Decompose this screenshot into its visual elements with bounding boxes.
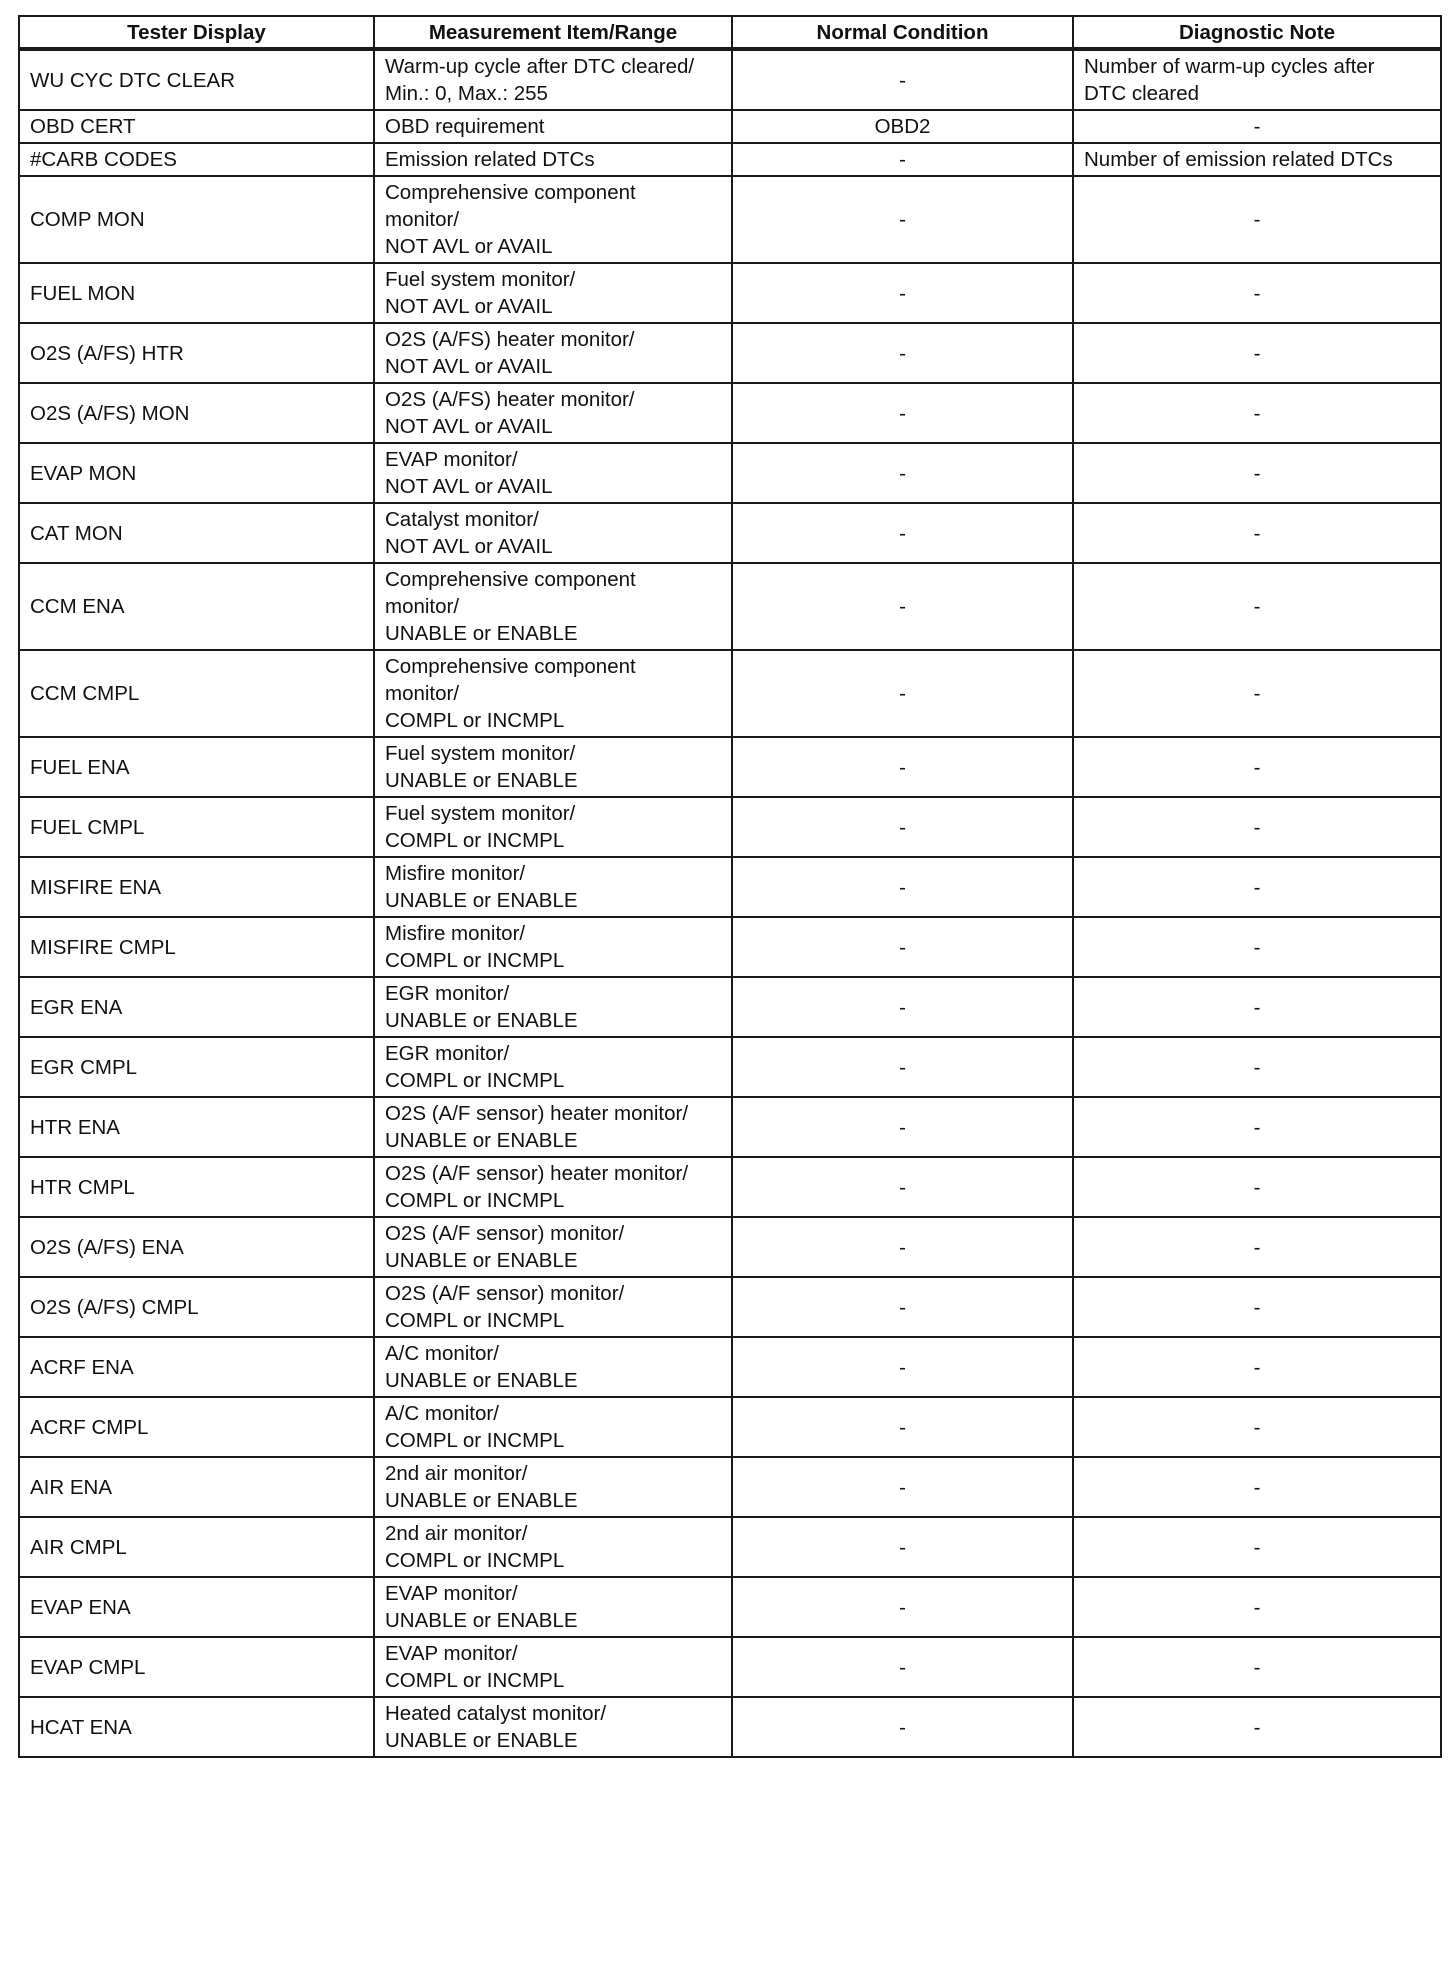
- measurement-item-cell: [374, 797, 732, 857]
- table-row: [19, 263, 1441, 323]
- measurement-item-line: OBD requirement: [385, 115, 545, 138]
- diagnostic-note-line: -: [1253, 1355, 1261, 1379]
- normal-condition-cell: -: [732, 1337, 1073, 1397]
- normal-condition-cell: -: [732, 1577, 1073, 1637]
- tester-display-cell: COMP MON: [19, 176, 374, 263]
- diagnostic-note-cell: [1073, 1097, 1441, 1157]
- diagnostic-note-cell: [1073, 443, 1441, 503]
- measurement-item-line: O2S (A/FS) heater monitor/: [385, 388, 635, 411]
- table-row: [19, 1037, 1441, 1097]
- tester-display-cell: O2S (A/FS) CMPL: [19, 1277, 374, 1337]
- measurement-item-line: Emission related DTCs: [385, 148, 595, 171]
- diagnostic-note-cell: [1073, 1037, 1441, 1097]
- measurement-item-line: UNABLE or ENABLE: [385, 1249, 578, 1272]
- tester-display-cell: EGR CMPL: [19, 1037, 374, 1097]
- table-row: [19, 443, 1441, 503]
- measurement-item-line: NOT AVL or AVAIL: [385, 475, 553, 498]
- normal-condition-cell: -: [732, 1457, 1073, 1517]
- measurement-item-line: O2S (A/F sensor) monitor/: [385, 1282, 625, 1305]
- diagnostic-note-line: DTC cleared: [1084, 82, 1200, 105]
- tester-display-cell: EVAP ENA: [19, 1577, 374, 1637]
- tester-display-cell: MISFIRE ENA: [19, 857, 374, 917]
- diagnostic-note-cell: [1073, 263, 1441, 323]
- diagnostic-note-line: -: [1253, 1655, 1261, 1679]
- table-row: [19, 1157, 1441, 1217]
- tester-display-cell: AIR ENA: [19, 1457, 374, 1517]
- measurement-item-cell: [374, 650, 732, 737]
- measurement-item-line: monitor/: [385, 208, 460, 231]
- table-row: [19, 917, 1441, 977]
- measurement-item-cell: [374, 977, 732, 1037]
- diagnostic-note-line: -: [1253, 281, 1261, 305]
- table-row: [19, 1517, 1441, 1577]
- normal-condition-cell: -: [732, 1217, 1073, 1277]
- normal-condition-cell: OBD2: [732, 110, 1073, 143]
- measurement-item-line: COMPL or INCMPL: [385, 949, 565, 972]
- measurement-item-cell: [374, 176, 732, 263]
- diagnostic-note-line: -: [1253, 1535, 1261, 1559]
- measurement-item-cell: [374, 1157, 732, 1217]
- measurement-item-line: EVAP monitor/: [385, 448, 518, 471]
- measurement-item-cell: [374, 383, 732, 443]
- diagnostic-note-cell: [1073, 49, 1441, 110]
- tester-display-cell: FUEL ENA: [19, 737, 374, 797]
- tester-display-cell: AIR CMPL: [19, 1517, 374, 1577]
- measurement-item-line: UNABLE or ENABLE: [385, 1129, 578, 1152]
- diagnostic-note-cell: [1073, 1397, 1441, 1457]
- measurement-item-line: Comprehensive component: [385, 181, 636, 204]
- diagnostic-note-cell: [1073, 1457, 1441, 1517]
- measurement-item-cell: [374, 443, 732, 503]
- normal-condition-cell: -: [732, 917, 1073, 977]
- normal-condition-cell: -: [732, 383, 1073, 443]
- measurement-item-line: Comprehensive component: [385, 568, 636, 591]
- normal-condition-cell: -: [732, 1157, 1073, 1217]
- tester-display-cell: O2S (A/FS) MON: [19, 383, 374, 443]
- measurement-item-line: UNABLE or ENABLE: [385, 889, 578, 912]
- diagnostic-note-cell: [1073, 797, 1441, 857]
- table-row: [19, 1397, 1441, 1457]
- measurement-item-line: EVAP monitor/: [385, 1582, 518, 1605]
- diagnostic-note-line: -: [1253, 1295, 1261, 1319]
- measurement-item-cell: [374, 1337, 732, 1397]
- measurement-item-cell: [374, 1097, 732, 1157]
- table-row: [19, 176, 1441, 263]
- diagnostic-note-line: -: [1253, 208, 1261, 231]
- measurement-item-cell: [374, 143, 732, 176]
- diagnostic-note-cell: [1073, 1697, 1441, 1757]
- table-row: [19, 503, 1441, 563]
- normal-condition-cell: -: [732, 49, 1073, 110]
- table-row: [19, 1457, 1441, 1517]
- diagnostic-note-cell: [1073, 1157, 1441, 1217]
- header-normal-condition: Normal Condition: [732, 16, 1073, 49]
- measurement-item-line: 2nd air monitor/: [385, 1462, 528, 1485]
- table-row: [19, 737, 1441, 797]
- table-row: [19, 857, 1441, 917]
- table-row: [19, 143, 1441, 176]
- diagnostic-note-cell: [1073, 1217, 1441, 1277]
- measurement-item-line: COMPL or INCMPL: [385, 1669, 565, 1692]
- tester-display-cell: O2S (A/FS) HTR: [19, 323, 374, 383]
- normal-condition-cell: -: [732, 263, 1073, 323]
- data-list-table-sheet: [18, 15, 1440, 1758]
- table-row: [19, 1277, 1441, 1337]
- normal-condition-cell: -: [732, 1037, 1073, 1097]
- table-row: [19, 110, 1441, 143]
- table-row: [19, 1097, 1441, 1157]
- normal-condition-cell: -: [732, 977, 1073, 1037]
- normal-condition-cell: -: [732, 650, 1073, 737]
- measurement-item-line: monitor/: [385, 595, 460, 618]
- diagnostic-note-line: -: [1253, 875, 1261, 899]
- measurement-item-cell: [374, 1637, 732, 1697]
- tester-display-cell: #CARB CODES: [19, 143, 374, 176]
- diagnostic-note-line: -: [1253, 1475, 1261, 1499]
- measurement-item-line: NOT AVL or AVAIL: [385, 355, 553, 378]
- measurement-item-cell: [374, 1577, 732, 1637]
- measurement-item-line: NOT AVL or AVAIL: [385, 295, 553, 318]
- header-row: [19, 16, 1441, 49]
- diagnostic-note-line: Number of emission related DTCs: [1084, 148, 1393, 171]
- table-row: [19, 323, 1441, 383]
- measurement-item-line: COMPL or INCMPL: [385, 829, 565, 852]
- tester-display-cell: CAT MON: [19, 503, 374, 563]
- tester-display-cell: HTR ENA: [19, 1097, 374, 1157]
- measurement-item-line: COMPL or INCMPL: [385, 1189, 565, 1212]
- table-row: [19, 1577, 1441, 1637]
- measurement-item-line: Misfire monitor/: [385, 862, 526, 885]
- diagnostic-note-line: -: [1253, 1115, 1261, 1139]
- diagnostic-note-cell: [1073, 650, 1441, 737]
- diagnostic-note-line: -: [1253, 935, 1261, 959]
- normal-condition-cell: -: [732, 857, 1073, 917]
- table-row: [19, 977, 1441, 1037]
- measurement-item-line: UNABLE or ENABLE: [385, 1729, 578, 1752]
- normal-condition-cell: -: [732, 1637, 1073, 1697]
- measurement-item-line: NOT AVL or AVAIL: [385, 235, 553, 258]
- measurement-item-cell: [374, 323, 732, 383]
- measurement-item-line: Heated catalyst monitor/: [385, 1702, 607, 1725]
- diagnostic-note-line: -: [1253, 815, 1261, 839]
- header-tester-display: Tester Display: [19, 16, 374, 49]
- measurement-item-line: COMPL or INCMPL: [385, 709, 565, 732]
- normal-condition-cell: -: [732, 797, 1073, 857]
- measurement-item-cell: [374, 1397, 732, 1457]
- measurement-item-line: UNABLE or ENABLE: [385, 1009, 578, 1032]
- measurement-item-line: EVAP monitor/: [385, 1642, 518, 1665]
- measurement-item-cell: [374, 503, 732, 563]
- table-row: [19, 1217, 1441, 1277]
- diagnostic-note-line: -: [1253, 1595, 1261, 1619]
- normal-condition-cell: -: [732, 1517, 1073, 1577]
- table-row: [19, 383, 1441, 443]
- measurement-item-line: COMPL or INCMPL: [385, 1429, 565, 1452]
- measurement-item-line: COMPL or INCMPL: [385, 1069, 565, 1092]
- diagnostic-note-cell: [1073, 1637, 1441, 1697]
- tester-display-cell: HTR CMPL: [19, 1157, 374, 1217]
- diagnostic-note-line: -: [1253, 521, 1261, 545]
- tester-display-cell: CCM CMPL: [19, 650, 374, 737]
- measurement-item-line: 2nd air monitor/: [385, 1522, 528, 1545]
- normal-condition-cell: -: [732, 176, 1073, 263]
- header-measurement-item: Measurement Item/Range: [374, 16, 732, 49]
- tester-display-cell: EVAP MON: [19, 443, 374, 503]
- measurement-item-line: monitor/: [385, 682, 460, 705]
- diagnostic-note-line: -: [1253, 1715, 1261, 1739]
- table-row: [19, 1697, 1441, 1757]
- measurement-item-line: A/C monitor/: [385, 1342, 499, 1365]
- normal-condition-cell: -: [732, 1397, 1073, 1457]
- measurement-item-cell: [374, 110, 732, 143]
- measurement-item-line: EGR monitor/: [385, 1042, 510, 1065]
- measurement-item-line: UNABLE or ENABLE: [385, 1609, 578, 1632]
- measurement-item-cell: [374, 917, 732, 977]
- tester-display-cell: HCAT ENA: [19, 1697, 374, 1757]
- tester-display-cell: MISFIRE CMPL: [19, 917, 374, 977]
- diagnostic-note-cell: [1073, 1277, 1441, 1337]
- diagnostic-note-line: -: [1253, 341, 1261, 365]
- tester-display-cell: WU CYC DTC CLEAR: [19, 49, 374, 110]
- diagnostic-note-cell: [1073, 737, 1441, 797]
- diagnostic-note-line: -: [1253, 595, 1261, 618]
- diagnostic-note-line: -: [1253, 1175, 1261, 1199]
- diagnostic-note-cell: [1073, 503, 1441, 563]
- measurement-item-cell: [374, 563, 732, 650]
- tester-display-cell: O2S (A/FS) ENA: [19, 1217, 374, 1277]
- measurement-item-cell: [374, 1277, 732, 1337]
- measurement-item-line: NOT AVL or AVAIL: [385, 535, 553, 558]
- measurement-item-line: COMPL or INCMPL: [385, 1309, 565, 1332]
- diagnostic-note-cell: [1073, 1517, 1441, 1577]
- tester-display-cell: ACRF ENA: [19, 1337, 374, 1397]
- diagnostic-note-cell: [1073, 563, 1441, 650]
- diagnostic-note-cell: [1073, 383, 1441, 443]
- measurement-item-line: NOT AVL or AVAIL: [385, 415, 553, 438]
- measurement-item-line: Fuel system monitor/: [385, 742, 576, 765]
- measurement-item-line: EGR monitor/: [385, 982, 510, 1005]
- measurement-item-line: Misfire monitor/: [385, 922, 526, 945]
- normal-condition-cell: -: [732, 737, 1073, 797]
- measurement-item-cell: [374, 1517, 732, 1577]
- measurement-item-cell: [374, 263, 732, 323]
- tester-display-cell: EVAP CMPL: [19, 1637, 374, 1697]
- normal-condition-cell: -: [732, 563, 1073, 650]
- measurement-item-line: COMPL or INCMPL: [385, 1549, 565, 1572]
- table-row: [19, 1337, 1441, 1397]
- tester-display-cell: CCM ENA: [19, 563, 374, 650]
- diagnostic-note-cell: [1073, 110, 1441, 143]
- diagnostic-note-cell: [1073, 857, 1441, 917]
- measurement-item-line: A/C monitor/: [385, 1402, 499, 1425]
- tester-display-cell: FUEL CMPL: [19, 797, 374, 857]
- measurement-item-line: UNABLE or ENABLE: [385, 622, 578, 645]
- diagnostic-note-cell: [1073, 917, 1441, 977]
- table-row: [19, 797, 1441, 857]
- measurement-item-cell: [374, 1037, 732, 1097]
- measurement-item-line: UNABLE or ENABLE: [385, 769, 578, 792]
- diagnostic-note-line: -: [1253, 995, 1261, 1019]
- tester-display-cell: OBD CERT: [19, 110, 374, 143]
- tester-display-cell: ACRF CMPL: [19, 1397, 374, 1457]
- measurement-item-line: Comprehensive component: [385, 655, 636, 678]
- measurement-item-line: O2S (A/FS) heater monitor/: [385, 328, 635, 351]
- measurement-item-line: Fuel system monitor/: [385, 268, 576, 291]
- measurement-item-line: Min.: 0, Max.: 255: [385, 82, 548, 105]
- diagnostic-note-line: -: [1253, 1055, 1261, 1079]
- measurement-item-cell: [374, 49, 732, 110]
- diagnostic-note-cell: [1073, 1577, 1441, 1637]
- diagnostic-note-cell: [1073, 977, 1441, 1037]
- tester-data-table: [18, 15, 1442, 1758]
- table-row: [19, 1637, 1441, 1697]
- normal-condition-cell: -: [732, 1277, 1073, 1337]
- normal-condition-cell: -: [732, 143, 1073, 176]
- normal-condition-cell: -: [732, 1697, 1073, 1757]
- diagnostic-note-line: -: [1253, 755, 1261, 779]
- normal-condition-cell: -: [732, 1097, 1073, 1157]
- table-row: [19, 49, 1441, 110]
- tester-display-cell: EGR ENA: [19, 977, 374, 1037]
- diagnostic-note-line: -: [1253, 461, 1261, 485]
- measurement-item-line: Catalyst monitor/: [385, 508, 539, 531]
- diagnostic-note-cell: [1073, 1337, 1441, 1397]
- tester-display-cell: FUEL MON: [19, 263, 374, 323]
- table-row: [19, 563, 1441, 650]
- measurement-item-cell: [374, 1457, 732, 1517]
- measurement-item-line: Fuel system monitor/: [385, 802, 576, 825]
- normal-condition-cell: -: [732, 443, 1073, 503]
- measurement-item-cell: [374, 737, 732, 797]
- diagnostic-note-cell: [1073, 323, 1441, 383]
- header-diagnostic-note: Diagnostic Note: [1073, 16, 1441, 49]
- diagnostic-note-line: -: [1253, 401, 1261, 425]
- diagnostic-note-line: -: [1253, 682, 1261, 705]
- normal-condition-cell: -: [732, 503, 1073, 563]
- measurement-item-cell: [374, 857, 732, 917]
- measurement-item-line: O2S (A/F sensor) heater monitor/: [385, 1102, 689, 1125]
- diagnostic-note-cell: [1073, 176, 1441, 263]
- measurement-item-line: O2S (A/F sensor) heater monitor/: [385, 1162, 689, 1185]
- normal-condition-cell: -: [732, 323, 1073, 383]
- diagnostic-note-line: -: [1253, 115, 1261, 138]
- measurement-item-cell: [374, 1217, 732, 1277]
- measurement-item-line: Warm-up cycle after DTC cleared/: [385, 55, 695, 78]
- measurement-item-line: UNABLE or ENABLE: [385, 1369, 578, 1392]
- diagnostic-note-line: Number of warm-up cycles after: [1084, 55, 1375, 78]
- diagnostic-note-line: -: [1253, 1415, 1261, 1439]
- measurement-item-line: O2S (A/F sensor) monitor/: [385, 1222, 625, 1245]
- table-row: [19, 650, 1441, 737]
- diagnostic-note-line: -: [1253, 1235, 1261, 1259]
- measurement-item-cell: [374, 1697, 732, 1757]
- diagnostic-note-cell: [1073, 143, 1441, 176]
- measurement-item-line: UNABLE or ENABLE: [385, 1489, 578, 1512]
